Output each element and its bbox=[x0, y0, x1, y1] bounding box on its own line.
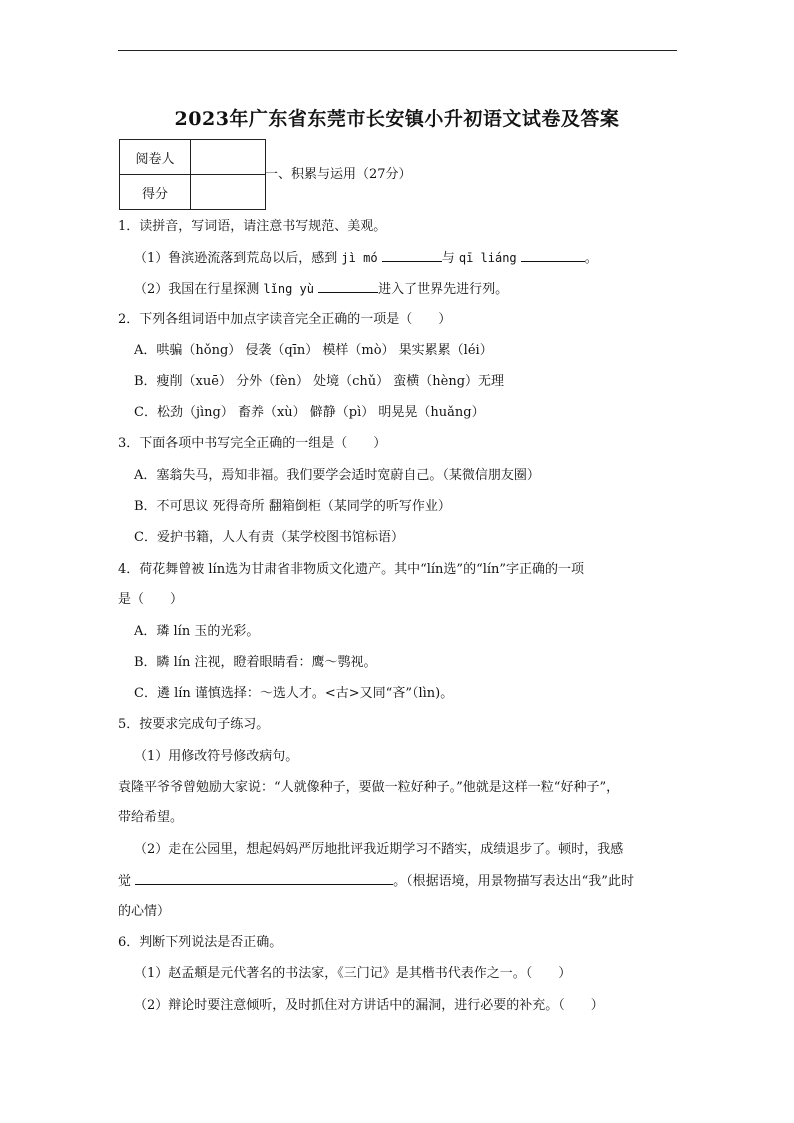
q3-option-b: B．不可思议 死得奇所 翻箱倒柜（某同学的听写作业） bbox=[134, 499, 451, 514]
q1-pinyin-1: jì mó bbox=[341, 251, 378, 265]
q4-stem-line2: 是（ ） bbox=[118, 592, 184, 607]
q5-stem: 5．按要求完成句子练习。 bbox=[118, 717, 270, 732]
q3-stem: 3．下面各项中书写完全正确的一组是（ ） bbox=[118, 436, 387, 451]
section-heading: 一、积累与运用（27分） bbox=[265, 167, 412, 182]
q4-option-b: B．瞵 lín 注视，瞪着眼睛看：鹰～鹗视。 bbox=[134, 655, 377, 670]
score-cell[interactable] bbox=[191, 175, 266, 210]
q2-option-c: C．松劲（jìng） 畜养（xù） 僻静（pì） 明晃晃（huǎng） bbox=[134, 405, 485, 420]
q5-part1: （1）用修改符号修改病句。 bbox=[134, 749, 299, 764]
q4-option-c: C．遴 lín 谨慎选择：～选人才。<古>又同“吝”（lìn)。 bbox=[134, 686, 454, 701]
header-rule bbox=[118, 50, 677, 51]
q3-option-c: C．爱护书籍，人人有责（某学校图书馆标语） bbox=[134, 530, 404, 545]
q1-stem: 1．读拼音，写词语，请注意书写规范、美观。 bbox=[118, 219, 387, 234]
reviewer-cell[interactable] bbox=[191, 140, 266, 175]
q5-sentence-line2: 带给希望。 bbox=[118, 810, 184, 825]
q4-stem-line1: 4．荷花舞曾被 lín选为甘肃省非物质文化遗产。其中“lín选”的“lín”字正确的一项 bbox=[118, 562, 585, 577]
score-table bbox=[119, 139, 266, 210]
q2-option-b: B．瘦削（xuē） 分外（fèn） 处境（chǔ） 蛮横（hèng）无理 bbox=[134, 374, 505, 389]
q1-pinyin-2: qī liáng bbox=[458, 251, 517, 265]
q5-part2-line3: 的心情） bbox=[118, 904, 171, 919]
q6-part2: （2）辩论时要注意倾听，及时抓住对方讲话中的漏洞，进行必要的补充。（ ） bbox=[134, 998, 604, 1013]
q1-answer-blank-2[interactable] bbox=[521, 248, 585, 262]
q1-answer-blank-1[interactable] bbox=[382, 248, 442, 262]
q6-part1: （1）赵孟頫是元代著名的书法家，《三门记》是其楷书代表作之一。（ ） bbox=[134, 966, 572, 981]
q2-stem: 2．下列各组词语中加点字读音完全正确的一项是（ ） bbox=[118, 312, 452, 327]
q1-part1: （1）鲁滨逊流落到荒岛以后，感到 jì mó 与 qī liáng 。 bbox=[134, 248, 694, 269]
reviewer-label: 阅卷人 bbox=[120, 140, 191, 175]
q1-part2: （2）我国在行星探测 lǐng yù 进入了世界先进行列。 bbox=[134, 279, 694, 300]
q6-stem: 6．判断下列说法是否正确。 bbox=[118, 935, 283, 950]
q1-pinyin-3: lǐng yù bbox=[263, 282, 314, 296]
q5-part2-line1: （2）走在公园里，想起妈妈严厉地批评我近期学习不踏实，成绩退步了。顿时，我感 bbox=[134, 842, 624, 857]
q5-answer-blank[interactable] bbox=[135, 871, 393, 885]
q2-option-a: A．哄骗（hǒng） 侵袭（qīn） 模样（mò） 果实累累（léi） bbox=[134, 343, 493, 358]
page-title: 2023年广东省东莞市长安镇小升初语文试卷及答案 bbox=[174, 108, 620, 130]
q4-option-a: A．璘 lín 玉的光彩。 bbox=[134, 624, 260, 639]
q5-part2-line2: 觉 。（根据语境，用景物描写表达出“我”此时 bbox=[118, 871, 678, 892]
q1-answer-blank-3[interactable] bbox=[318, 279, 378, 293]
score-label: 得分 bbox=[120, 175, 191, 210]
q5-sentence-line1: 袁隆平爷爷曾勉励大家说：“人就像种子，要做一粒好种子。”他就是这样一粒“好种子”， bbox=[118, 780, 620, 795]
q3-option-a: A．塞翁失马，焉知非福。我们要学会适时宽蔚自己。（某微信朋友圈） bbox=[134, 468, 540, 483]
